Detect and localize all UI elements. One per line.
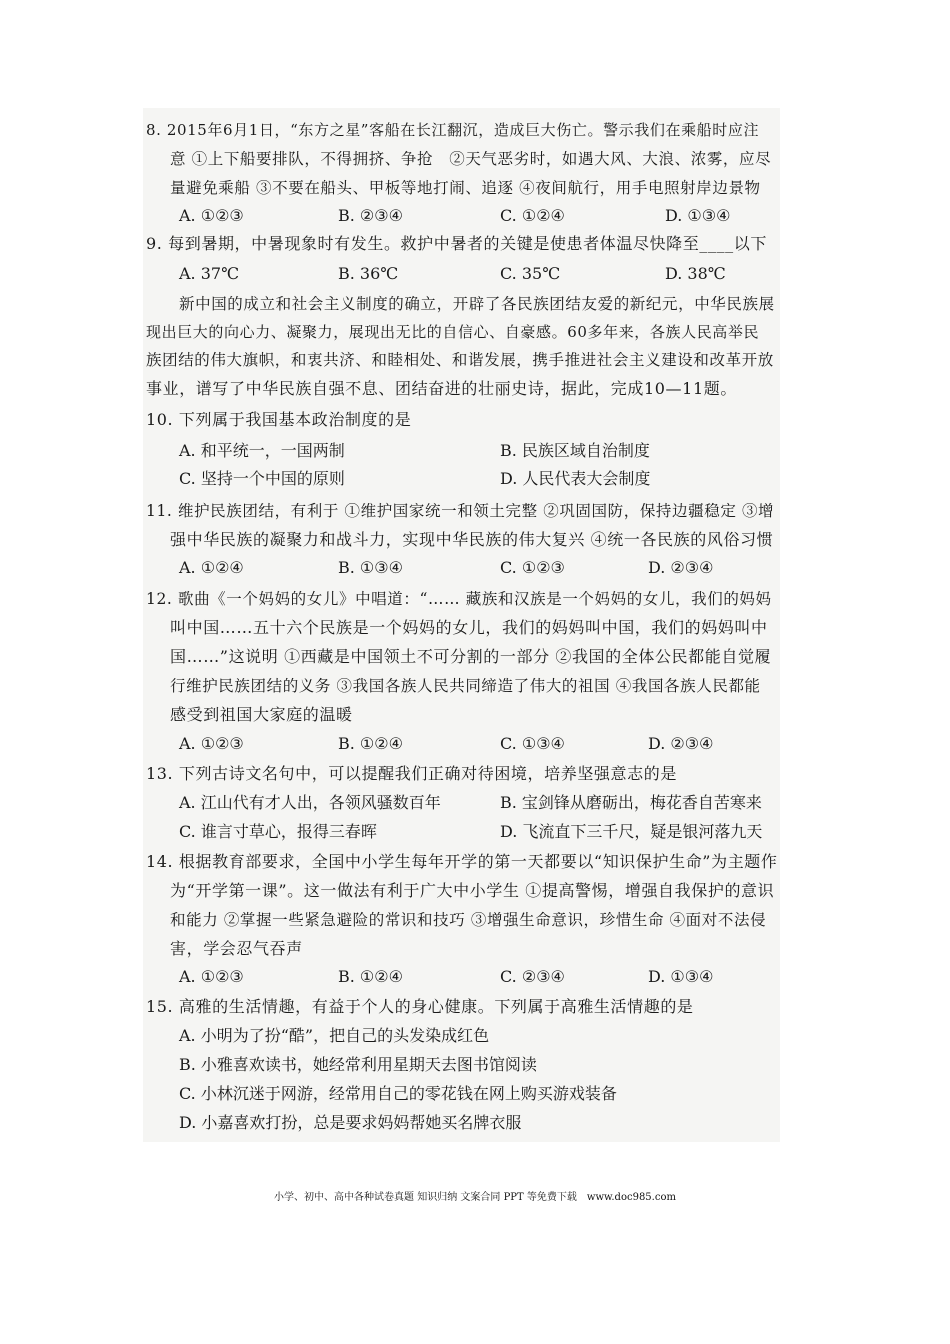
q12-stem-2: 叫中国……五十六个民族是一个妈妈的女儿，我们的妈妈叫中国，我们的妈妈叫中	[170, 618, 768, 637]
q14-stem-4: 害，学会忍气吞声	[170, 939, 303, 958]
q9-option-d: D. 38℃	[665, 264, 726, 283]
q9-option-b: B. 36℃	[338, 264, 399, 283]
q8-option-b: B. ②③④	[338, 206, 403, 225]
q14-stem-3: 和能力 ②掌握一些紧急避险的常识和技巧 ③增强生命意识，珍惜生命 ④面对不法侵	[170, 911, 767, 929]
q12-option-c: C. ①③④	[500, 734, 565, 753]
q9-option-c: C. 35℃	[500, 264, 561, 283]
q8-option-d: D. ①③④	[665, 206, 731, 225]
q10-option-b: B. 民族区域自治制度	[500, 441, 650, 460]
q15-option-d: D. 小嘉喜欢打扮，总是要求妈妈帮她买名牌衣服	[179, 1113, 522, 1132]
q14-option-d: D. ①③④	[648, 967, 714, 986]
q14-option-a: A. ①②③	[179, 967, 244, 986]
q13-stem: 13. 下列古诗文名句中，可以提醒我们正确对待困境，培养坚强意志的是	[146, 764, 677, 783]
q12-stem-5: 感受到祖国大家庭的温暖	[170, 705, 353, 724]
q14-stem-2: 为“开学第一课”。这一做法有利于广大中小学生 ①提高警惕，增强自我保护的意识	[170, 881, 775, 900]
q13-option-b: B. 宝剑锋从磨砺出，梅花香自苦寒来	[500, 793, 762, 812]
q13-option-c: C. 谁言寸草心，报得三春晖	[179, 822, 377, 841]
q15-option-a: A. 小明为了扮“酷”，把自己的头发染成红色	[179, 1026, 490, 1045]
passage-line-4: 事业，谱写了中华民族自强不息、团结奋进的壮丽史诗，据此，完成10—11题。	[146, 379, 737, 398]
q15-stem: 15. 高雅的生活情趣，有益于个人的身心健康。下列属于高雅生活情趣的是	[146, 997, 694, 1016]
q12-stem-3: 国……”这说明 ①西藏是中国领土不可分割的一部分 ②我国的全体公民都能自觉履	[170, 647, 772, 666]
q9-stem: 9. 每到暑期，中暑现象时有发生。救护中暑者的关键是使患者体温尽快降至____以下	[146, 234, 767, 253]
q14-stem: 14. 根据教育部要求，全国中小学生每年开学的第一天都要以“知识保护生命”为主题作	[146, 852, 778, 871]
q14-option-b: B. ①②④	[338, 967, 403, 986]
q12-option-b: B. ①②④	[338, 734, 403, 753]
q12-stem: 12. 歌曲《一个妈妈的女儿》中唱道：“…… 藏族和汉族是一个妈妈的女儿，我们的妈妈	[146, 590, 772, 608]
q10-stem: 10. 下列属于我国基本政治制度的是	[146, 410, 412, 429]
q11-option-b: B. ①③④	[338, 558, 403, 577]
q10-option-c: C. 坚持一个中国的原则	[179, 469, 345, 488]
q10-option-a: A. 和平统一，一国两制	[179, 441, 345, 460]
q8-option-c: C. ①②④	[500, 206, 565, 225]
q15-option-c: C. 小林沉迷于网游，经常用自己的零花钱在网上购买游戏装备	[179, 1084, 617, 1103]
q14-option-c: C. ②③④	[500, 967, 565, 986]
footer-text: 小学、初中、高中各种试卷真题 知识归纳 文案合同 PPT 等免费下载 www.doc985.com	[274, 1192, 676, 1203]
passage-line-3: 族团结的伟大旗帜，和衷共济、和睦相处、和谐发展，携手推进社会主义建设和改革开放	[146, 351, 774, 369]
q11-stem: 11. 维护民族团结，有利于 ①维护国家统一和领土完整 ②巩固国防，保持边疆稳定 ③增	[146, 502, 775, 520]
q8-stem-2: 意 ①上下船要排队，不得拥挤、争抢 ②天气恶劣时，如遇大风、大浪、浓雾，应尽	[170, 150, 772, 168]
q12-option-d: D. ②③④	[648, 734, 714, 753]
scanned-page	[143, 108, 780, 1142]
q11-stem-2: 强中华民族的凝聚力和战斗力，实现中华民族的伟大复兴 ④统一各民族的风俗习惯	[170, 530, 774, 549]
q12-option-a: A. ①②③	[179, 734, 244, 753]
q15-option-b: B. 小雅喜欢读书，她经常利用星期天去图书馆阅读	[179, 1055, 537, 1074]
q13-option-d: D. 飞流直下三千尺，疑是银河落九天	[500, 822, 763, 841]
q11-option-d: D. ②③④	[648, 558, 714, 577]
q12-stem-4: 行维护民族团结的义务 ③我国各族人民共同缔造了伟大的祖国 ④我国各族人民都能	[170, 677, 761, 695]
passage-line-1: 新中国的成立和社会主义制度的确立，开辟了各民族团结友爱的新纪元，中华民族展	[179, 295, 775, 313]
passage-line-2: 现出巨大的向心力、凝聚力，展现出无比的自信心、自豪感。60多年来，各族人民高举民	[146, 323, 760, 341]
q8-stem: 8. 2015年6月1日，“东方之星”客船在长江翻沉，造成巨大伤亡。警示我们在乘船时应注	[146, 121, 760, 139]
q11-option-c: C. ①②③	[500, 558, 565, 577]
q8-stem-3: 量避免乘船 ③不要在船头、甲板等地打闹、追逐 ④夜间航行，用手电照射岸边景物	[170, 179, 761, 197]
q13-option-a: A. 江山代有才人出，各领风骚数百年	[179, 793, 441, 812]
q9-option-a: A. 37℃	[179, 264, 239, 283]
q10-option-d: D. 人民代表大会制度	[500, 469, 651, 488]
q11-option-a: A. ①②④	[179, 558, 244, 577]
q8-option-a: A. ①②③	[179, 206, 244, 225]
